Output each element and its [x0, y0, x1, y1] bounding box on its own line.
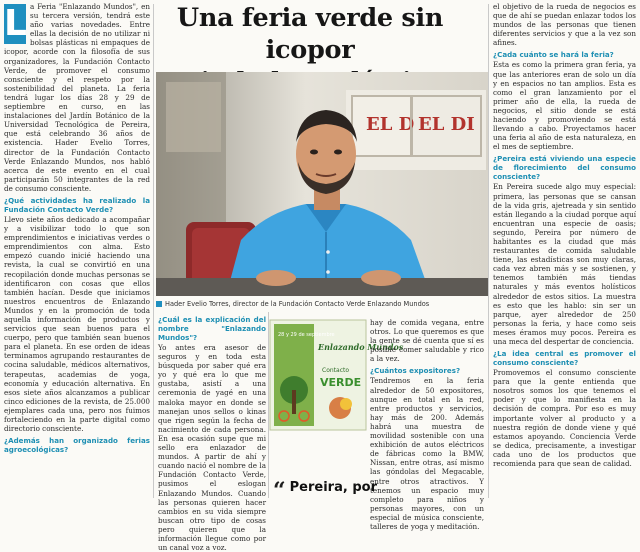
answer-paragraph: hay de comida vegana, entre otros. Lo que queremos es que la gente se dé cuenta que sí es posible comer saludable y rico a la vez.	[370, 318, 484, 364]
question-heading: ¿Pereira está viviendo una especie de florecimiento del consumo consciente?	[493, 154, 636, 182]
poster-illustration	[270, 320, 404, 430]
sign-text: EL D	[366, 114, 415, 135]
pull-quote-text: Pereira, por	[289, 480, 377, 495]
photo-caption	[156, 300, 488, 309]
answer-paragraph: Yo antes era asesor de seguros y en toda esta búsqueda por saber qué era yo y qué era lo que me gustaba, asistí a una ceremonia de yagé en una maloka mayor en donde se manejan unos sellos o kinas que rigen según la fecha de nacimiento de cada persona. En esa ocasión supe que mi sello era enlazador de mundos. A partir de ahí y cuando nació el nombre de la Fundación Contacto Verde, pusimos el eslogan Enlazando Mundos. Cuando las personas quieren hacer cambios en su vida siempre buscan otro tipo de cosas pero quieren que la información llegue como por un canal voz a voz.	[158, 343, 266, 552]
portrait-illustration	[156, 72, 488, 296]
article-column-1	[4, 2, 150, 500]
sign-text: EL DI	[418, 114, 475, 135]
question-heading: ¿Cuántos expositores?	[370, 366, 461, 376]
pull-quote	[273, 478, 377, 504]
poster-label: Contacto	[322, 367, 350, 374]
answer-paragraph: Esta es como la primera gran feria, ya que las anteriores eran de solo un día y en espacios no tan amplios. Esta es como el gran lanzamiento por el primer año de ella, la rueda de negocios, el sitio donde se está haciendo y promoviendo se está llevando a cabo. Proyectamos hacer una feria al año de esta naturaleza, en el mes de septiembre.	[493, 60, 636, 152]
question-heading: ¿Además han organizado ferias agroecológicas?	[4, 436, 150, 455]
article-column-3	[370, 318, 484, 531]
column-divider	[268, 312, 269, 498]
article-column-4	[493, 2, 636, 500]
caption-bullet-icon	[156, 301, 162, 307]
article-column-2	[158, 312, 266, 552]
question-heading: ¿La idea central es promover el consumo consciente?	[493, 349, 636, 368]
question-heading: ¿Qué actividades ha realizado la Fundación Contacto Verde?	[4, 195, 150, 214]
question-heading: ¿Cada cuánto se hará la feria?	[493, 50, 614, 60]
answer-paragraph: Llevo siete años dedicado a acompañar y a visibilizar todo lo que son emprendimientos e iniciativas verdes o emprendimientos con alma. Esto empezó cuando inicié haciendo una revista, la cual se convirtió en una recopilación donde muchas personas se identificaron con cosas que ellos también hacían. Desde que iniciamos nuestros encuentros de Enlazando Mundos y en la promoción de toda aquella información de productos y servicios que sean buenos para el cuerpo, pero que también sean buenos para el planeta. En ese orden de ideas terminamos agrupando restaurantes de cocina saludable, médicos alternativos, terapeutas, academias de yoga, economía y educación alternativa. En esos siete años alcanzamos a publicar cinco ediciones de la revista, de 25.000 ejemplares cada una, pero nos fuimos fortaleciendo en la parte digital como directorio consciente.	[4, 214, 150, 434]
event-poster	[270, 320, 404, 430]
answer-paragraph: Tendremos en la feria alrededor de 50 expositores, aunque en total en la red, entre productos y servicios, hay más de 200. Además habrá una muestra de movilidad sostenible con una exhibición de autos eléctricos de fábricas como la BMW, Nissan, entre otras, así mismo las góndolas del Megacable, entre otros atractivos. Y tenemos un espacio muy completo para niños y personas mayores, con un especial de música consciente, talleres de yoga y meditación.	[370, 376, 484, 531]
intro-paragraph: a Feria "Enlazando Mundos", en su tercera versión, tendrá este año varias novedades. Entre ellas la decisión de no utilizar ni bolsas plásticas ni empaques de icopor, acorde con la filosofía de sus organizadores, la Fundación Contacto Verde, de promover el consumo consciente y el respeto por la sostenibilidad del planeta. La feria tendrá lugar los días 28 y 29 de septiembre en curso, en las instalaciones del Jardín Botánico de la Universidad Tecnológica de Pereira, que está celebrando 36 años de existencia. Hader Evelio Torres, director de la Fundación Contacto Verde Enlazando Mundos, nos habló acerca de este evento en el cual participarán 50 integrantes de la red de consumo consciente.	[4, 2, 150, 193]
answer-paragraph: el objetivo de la rueda de negocios es que de ahí se puedan enlazar todos los mundos de las personas que tienen diferentes servicios y que a la vez son afines.	[493, 2, 636, 48]
answer-paragraph: Promovemos el consumo consciente para que la gente entienda que nosotros somos los que tenemos el poder y que lo manifiesta en la decisión de compra. Por eso es muy importante volver al producto y a nuestra región de donde viene y qué estamos apoyando. Conciencia Verde se dedica, precisamente, a investigar cada uno de los productos que recomienda para que sean de calidad.	[493, 368, 636, 469]
poster-subtitle: VERDE	[320, 376, 362, 389]
drop-cap: L	[4, 3, 27, 44]
question-heading: ¿Cuál es la explicación del nombre "Enlazando Mundos"?	[158, 315, 266, 342]
quote-mark-icon: “	[273, 478, 286, 504]
headline-line-1: Una feria verde sin icopor	[176, 3, 444, 65]
poster-date: 28 y 29 de septiembre	[278, 332, 335, 338]
column-divider	[488, 4, 489, 498]
caption-text: Hader Evelio Torres, director de la Fundación Contacto Verde Enlazando Mundos	[165, 300, 430, 308]
poster-title: Enlazando Mundos	[318, 342, 404, 352]
answer-paragraph: En Pereira sucede algo muy especial: primera, las personas que se cansan de la vida gris, ajetreada y sin sentido están llegando a la ciudad porque aquí encuentran una especie de oasis; segundo, Pereira por número de habitantes es la ciudad que más restaurantes de comida saludable tiene, las estadísticas son muy claras, cada vez abren más y se sostienen, y tenemos también más tiendas naturales y más eventos holísticos alrededor de estos sitios. La muestra es esto que les hablo: sin ser un parque, ayer alrededor de 250 personas la feria, y hace como seis meses éramos muy pocos. Pereira es una meca del despertar de conciencia.	[493, 182, 636, 346]
column-divider	[153, 4, 154, 498]
article-photo	[156, 72, 488, 296]
